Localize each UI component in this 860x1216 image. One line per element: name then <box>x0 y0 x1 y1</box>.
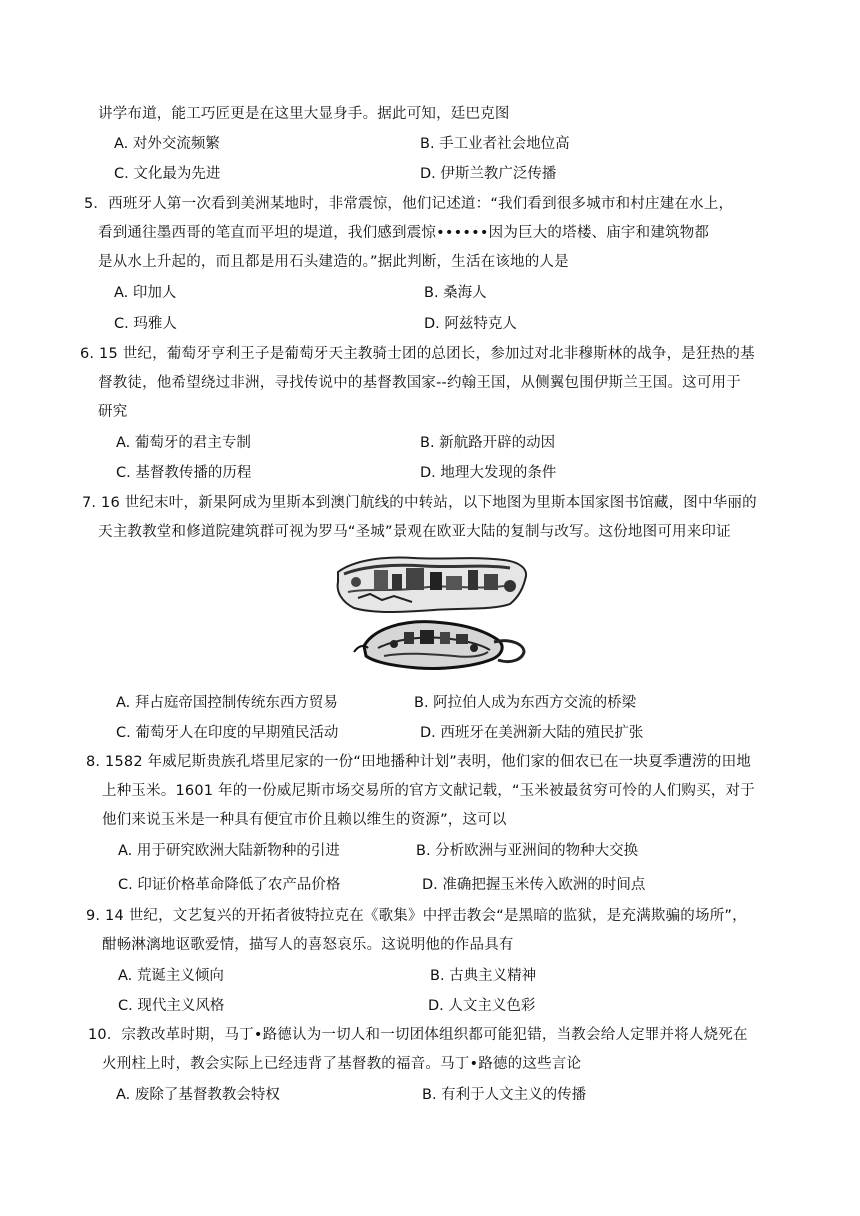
q9-option-b: B. 古典主义精神 <box>430 968 537 984</box>
q6-stem-line2: 督教徒，他希望绕过非洲，寻找传说中的基督教国家--约翰王国，从侧翼包围伊斯兰王国。这可用于 <box>98 375 741 391</box>
q9-stem-line1: 9. 14 世纪，文艺复兴的开拓者彼特拉克在《歌集》中抨击教会“是黑暗的监狱，是充满欺骗的场所”， <box>86 908 747 924</box>
q4-option-c: C. 文化最为先进 <box>114 166 221 182</box>
q7-option-c: C. 葡萄牙人在印度的早期殖民活动 <box>116 725 339 741</box>
q5-option-a: A. 印加人 <box>114 285 177 301</box>
q6-stem-line1: 6. 15 世纪，葡萄牙亨利王子是葡萄牙天主教骑士团的总团长，参加过对北非穆斯林的战争，是狂热的基 <box>80 346 755 362</box>
q5-stem-line2: 看到通往墨西哥的笔直而平坦的堤道，我们感到震惊••••••因为巨大的塔楼、庙宇和建筑物都 <box>98 225 710 241</box>
q8-option-c: C. 印证价格革命降低了农产品价格 <box>118 877 341 893</box>
q8-stem-line3: 他们来说玉米是一种具有便宜市价且赖以维生的资源”，这可以 <box>102 812 507 828</box>
q9-option-c: C. 现代主义风格 <box>118 998 225 1014</box>
q6-option-d: D. 地理大发现的条件 <box>420 465 557 481</box>
q10-stem-line2: 火刑柱上时，教会实际上已经违背了基督教的福音。马丁•路德的这些言论 <box>102 1056 582 1072</box>
q9-option-d: D. 人文主义色彩 <box>428 998 536 1014</box>
q7-option-b: B. 阿拉伯人成为东西方交流的桥梁 <box>414 695 637 711</box>
q6-option-c: C. 基督教传播的历程 <box>116 465 252 481</box>
q7-stem-line1: 7. 16 世纪末叶，新果阿成为里斯本到澳门航线的中转站，以下地图为里斯本国家图书馆藏，图中华丽的 <box>82 495 757 511</box>
q10-option-b: B. 有利于人文主义的传播 <box>422 1087 587 1103</box>
q4-option-b: B. 手工业者社会地位高 <box>420 136 570 152</box>
q8-option-d: D. 准确把握玉米传入欧洲的时间点 <box>422 877 646 893</box>
q9-stem-line2: 酣畅淋漓地讴歌爱情，描写人的喜怒哀乐。这说明他的作品具有 <box>102 937 514 953</box>
q4-stem: 讲学布道，能工巧匠更是在这里大显身手。据此可知，廷巴克图 <box>98 106 510 122</box>
q10-option-a: A. 废除了基督教教会特权 <box>116 1087 280 1103</box>
q8-option-b: B. 分析欧洲与亚洲间的物种大交换 <box>416 843 639 859</box>
goa-map-figure <box>334 552 530 678</box>
q6-option-b: B. 新航路开辟的动因 <box>420 435 556 451</box>
q7-option-d: D. 西班牙在美洲新大陆的殖民扩张 <box>420 725 644 741</box>
q8-stem-line1: 8. 1582 年威尼斯贵族孔塔里尼家的一份“田地播种计划”表明，他们家的佃农已在一块夏季遭涝的田地 <box>86 754 751 770</box>
q8-option-a: A. 用于研究欧洲大陆新物种的引进 <box>118 843 340 859</box>
q8-stem-line2: 上种玉米。1601 年的一份威尼斯市场交易所的官方文献记载，“玉米被最贫穷可怜的人们购买，对于 <box>102 783 755 799</box>
q7-option-a: A. 拜占庭帝国控制传统东西方贸易 <box>116 695 338 711</box>
historical-map-image <box>334 552 530 678</box>
q7-stem-line2: 天主教教堂和修道院建筑群可视为罗马“圣城”景观在欧亚大陆的复制与改写。这份地图可用来印证 <box>98 524 731 540</box>
q5-option-d: D. 阿兹特克人 <box>424 316 517 332</box>
q6-stem-line3: 研究 <box>98 404 128 420</box>
q5-option-c: C. 玛雅人 <box>114 316 177 332</box>
q6-option-a: A. 葡萄牙的君主专制 <box>116 435 251 451</box>
q4-option-a: A. 对外交流频繁 <box>114 136 220 152</box>
q5-stem-line1: 5．西班牙人第一次看到美洲某地时，非常震惊，他们记述道：“我们看到很多城市和村庄建在水上， <box>84 196 734 212</box>
q9-option-a: A. 荒诞主义倾向 <box>118 968 224 984</box>
q5-option-b: B. 桑海人 <box>424 285 487 301</box>
q4-option-d: D. 伊斯兰教广泛传播 <box>420 166 557 182</box>
q5-stem-line3: 是从水上升起的，而且都是用石头建造的。”据此判断，生活在该地的人是 <box>98 254 569 270</box>
q10-stem-line1: 10．宗教改革时期，马丁•路德认为一切人和一切团体组织都可能犯错，当教会给人定罪并将人烧死在 <box>88 1027 748 1043</box>
